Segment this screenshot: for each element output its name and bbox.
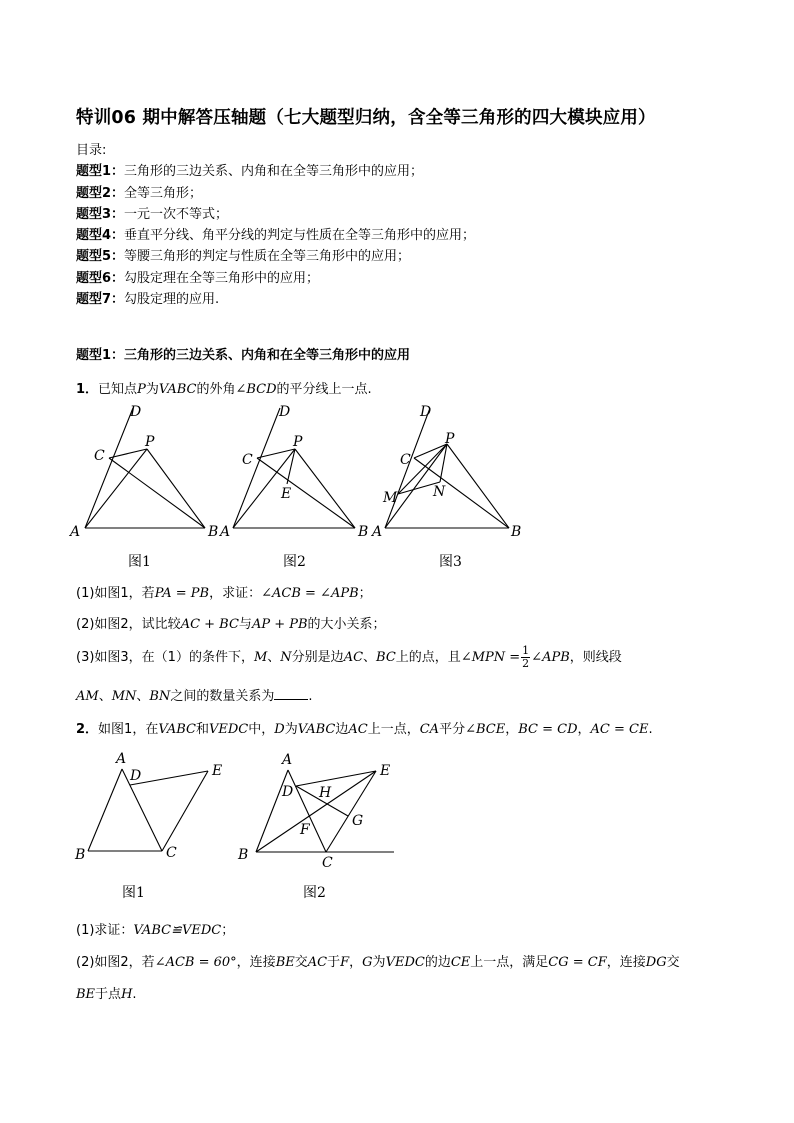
label-a: A — [372, 524, 383, 540]
label-g: G — [352, 813, 364, 829]
label-d: D — [130, 404, 142, 420]
answer-blank[interactable] — [274, 687, 308, 700]
label-f: F — [300, 822, 310, 838]
toc-item: 题型1：三角形的三边关系、内角和在全等三角形中的应用； — [76, 164, 424, 180]
question-1-figures — [60, 398, 540, 573]
toc-heading: 目录: — [76, 143, 107, 158]
label-a: A — [282, 752, 293, 768]
label-a: A — [116, 751, 127, 767]
label-h: H — [319, 785, 332, 801]
toc-item: 题型4：垂直平分线、角平分线的判定与性质在全等三角形中的应用； — [76, 228, 476, 244]
label-d: D — [420, 404, 432, 420]
figure-3-diagram — [385, 408, 509, 528]
question-1-part-2: (2)如图2，试比较AC + BC与AP + PB的大小关系； — [76, 617, 386, 632]
label-e: E — [281, 486, 292, 502]
figure-1-caption: 图1 — [122, 885, 145, 901]
question-2-figures — [60, 745, 420, 905]
label-b: B — [75, 847, 86, 863]
toc-item: 题型7：勾股定理的应用. — [76, 292, 220, 308]
label-c: C — [94, 448, 105, 464]
label-b: B — [511, 524, 522, 540]
label-m: M — [383, 490, 398, 506]
label-d: D — [282, 784, 294, 800]
question-2-part-2: (2)如图2，若∠ACB = 60°，连接BE交AC于F，G为VEDC的边CE上一点，满足CG = CF，连接DG交 — [76, 955, 680, 970]
label-d: D — [130, 768, 142, 784]
label-b: B — [208, 524, 219, 540]
label-c: C — [242, 452, 253, 468]
question-2-part-2-continued: BE于点H. — [76, 987, 137, 1002]
page-title: 特训06 期中解答压轴题（七大题型归纳，含全等三角形的四大模块应用） — [76, 108, 656, 128]
figure-1-diagram — [85, 408, 205, 528]
toc-item: 题型2：全等三角形； — [76, 185, 203, 201]
label-c: C — [166, 845, 177, 861]
table-of-contents — [76, 140, 475, 310]
figure-1-caption: 图1 — [128, 554, 151, 570]
label-c: C — [400, 452, 411, 468]
question-1-stem: 1．已知点P为VABC的外角∠BCD的平分线上一点. — [76, 382, 372, 397]
toc-item: 题型6：勾股定理在全等三角形中的应用； — [76, 270, 320, 286]
label-a: A — [70, 524, 81, 540]
figure-2-diagram — [256, 770, 394, 852]
question-1-part-3: (3)如图3，在（1）的条件下，M、N分别是边AC、BC上的点，且∠MPN = $\frac{1}{2}$ ∠APB，则线段 — [76, 644, 622, 670]
question-2-stem: 2．如图1，在VABC和VEDC中，D为VABC边AC上一点，CA平分∠BCE，BC = CD，AC = CE. — [76, 722, 653, 737]
label-b: B — [238, 847, 249, 863]
toc-item: 题型3：一元一次不等式； — [76, 206, 229, 222]
label-p: P — [145, 434, 155, 450]
label-a: A — [220, 524, 231, 540]
label-p: P — [445, 431, 455, 447]
section-heading: 题型1：三角形的三边关系、内角和在全等三角形中的应用 — [76, 348, 411, 363]
question-1-part-1: (1)如图1，若PA = PB，求证：∠ACB = ∠APB； — [76, 586, 372, 601]
figure-2-caption: 图2 — [283, 554, 306, 570]
label-c: C — [322, 855, 333, 871]
label-e: E — [212, 763, 223, 779]
label-e: E — [380, 763, 391, 779]
figure-2-diagram — [233, 408, 355, 528]
figure-2-caption: 图2 — [303, 885, 326, 901]
label-b: B — [358, 524, 369, 540]
question-2-part-1: (1)求证：VABC≌VEDC； — [76, 923, 235, 938]
label-d: D — [279, 404, 291, 420]
figure-3-caption: 图3 — [439, 554, 462, 570]
fraction-one-half: $\frac{1}{2}$ — [522, 644, 530, 670]
label-p: P — [293, 434, 303, 450]
toc-item: 题型5：等腰三角形的判定与性质在全等三角形中的应用； — [76, 249, 411, 265]
label-n: N — [433, 484, 446, 500]
question-1-part-3-continued: AM、MN、BN之间的数量关系为 . — [76, 689, 313, 704]
figure-1-diagram — [88, 769, 208, 851]
